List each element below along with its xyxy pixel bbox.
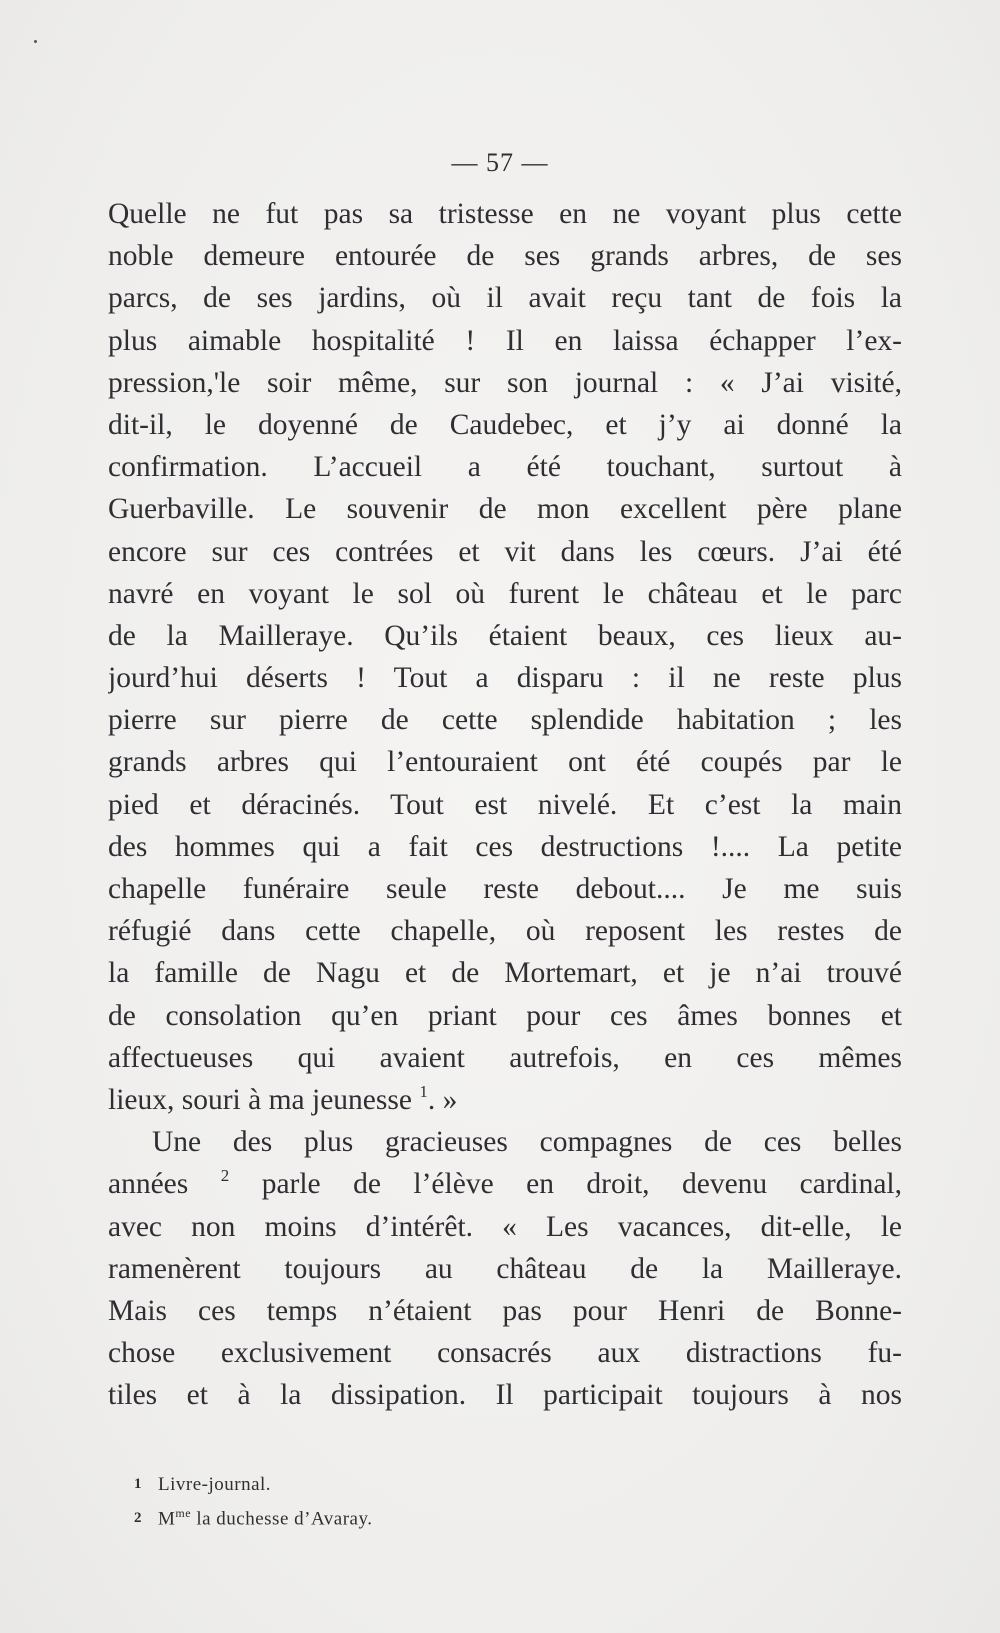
text-line: pied et déracinés. Tout est nivelé. Et c’est la main [108, 788, 902, 821]
text-line-paragraph-end [108, 1079, 902, 1121]
page-number: — 57 — [451, 148, 549, 177]
line-text: lieux, souri à ma jeunesse [108, 1083, 420, 1116]
text-line: de la Mailleraye. Qu’ils étaient beaux, ces lieux au- [108, 619, 902, 652]
text-line: pression,'le soir même, sur son journal : « J’ai visité, [108, 366, 902, 399]
text-line: pierre sur pierre de cette splendide habitation ; les [108, 704, 902, 737]
line-text-rest: parle de l’élève en droit, devenu cardinal, [229, 1168, 902, 1201]
text-line: de consolation qu’en priant pour ces âmes bonnes et [108, 999, 902, 1032]
text-line: la famille de Nagu et de Mortemart, et je n’ai trouvé [108, 957, 902, 990]
text-line: tiles et à la dissipation. Il participait toujours à nos [108, 1379, 902, 1412]
text-line: des hommes qui a fait ces destructions !.... La petite [108, 830, 902, 863]
footnote-text: Livre-journal. [158, 1474, 272, 1495]
text-line: affectueuses qui avaient autrefois, en ces mêmes [108, 1041, 902, 1074]
text-line: grands arbres qui l’entouraient ont été coupés par le [108, 746, 902, 779]
text-line: réfugié dans cette chapelle, où reposent les restes de [108, 915, 902, 948]
footnote-title-sup: me [175, 1506, 192, 1520]
footnote-2 [134, 1499, 834, 1528]
body-text [108, 193, 902, 1416]
text-line: ramenèrent toujours au château de la Mailleraye. [108, 1252, 902, 1285]
text-line: chapelle funéraire seule reste debout.... Je me suis [108, 873, 902, 905]
text-line: chose exclusivement consacrés aux distractions fu- [108, 1337, 902, 1370]
text-line [108, 1163, 902, 1205]
text-line: navré en voyant le sol où furent le château et le parc [108, 577, 902, 610]
text-line: encore sur ces contrées et vit dans les cœurs. J’ai été [108, 535, 902, 568]
text-line: plus aimable hospitalité ! Il en laissa échapper l’ex- [108, 324, 902, 357]
footnote-1 [134, 1470, 834, 1499]
text-line: Mais ces temps n’étaient pas pour Henri de Bonne- [108, 1294, 902, 1327]
footnote-title-prefix: M [158, 1508, 176, 1530]
text-line: noble demeure entourée de ses grands arbres, de ses [108, 240, 902, 273]
text-line-paragraph-start: Une des plus gracieuses compagnes de ces belles [152, 1126, 902, 1159]
line-text-close: . » [427, 1083, 458, 1116]
footnote-text: la duchesse d’Avaray. [191, 1508, 373, 1530]
footnote-mark: 1 [134, 1476, 142, 1492]
footnotes [134, 1470, 834, 1528]
text-line: jourd’hui déserts ! Tout a disparu : il ne reste plus [108, 662, 902, 695]
text-line: Guerbaville. Le souvenir de mon excellent père plane [108, 493, 902, 526]
text-line: parcs, de ses jardins, où il avait reçu tant de fois la [108, 282, 902, 315]
footnote-ref-2: 2 [220, 1166, 230, 1186]
text-line: avec non moins d’intérêt. « Les vacances, dit-elle, le [108, 1210, 902, 1243]
footnote-ref-1: 1 [419, 1081, 428, 1101]
line-text: années [108, 1168, 221, 1201]
print-speck [34, 40, 37, 43]
text-line: confirmation. L’accueil a été touchant, surtout à [108, 451, 902, 484]
text-line: Quelle ne fut pas sa tristesse en ne voyant plus cette [108, 198, 902, 230]
text-line: dit-il, le doyenné de Caudebec, et j’y ai donné la [108, 408, 902, 441]
footnote-mark: 2 [134, 1510, 142, 1527]
